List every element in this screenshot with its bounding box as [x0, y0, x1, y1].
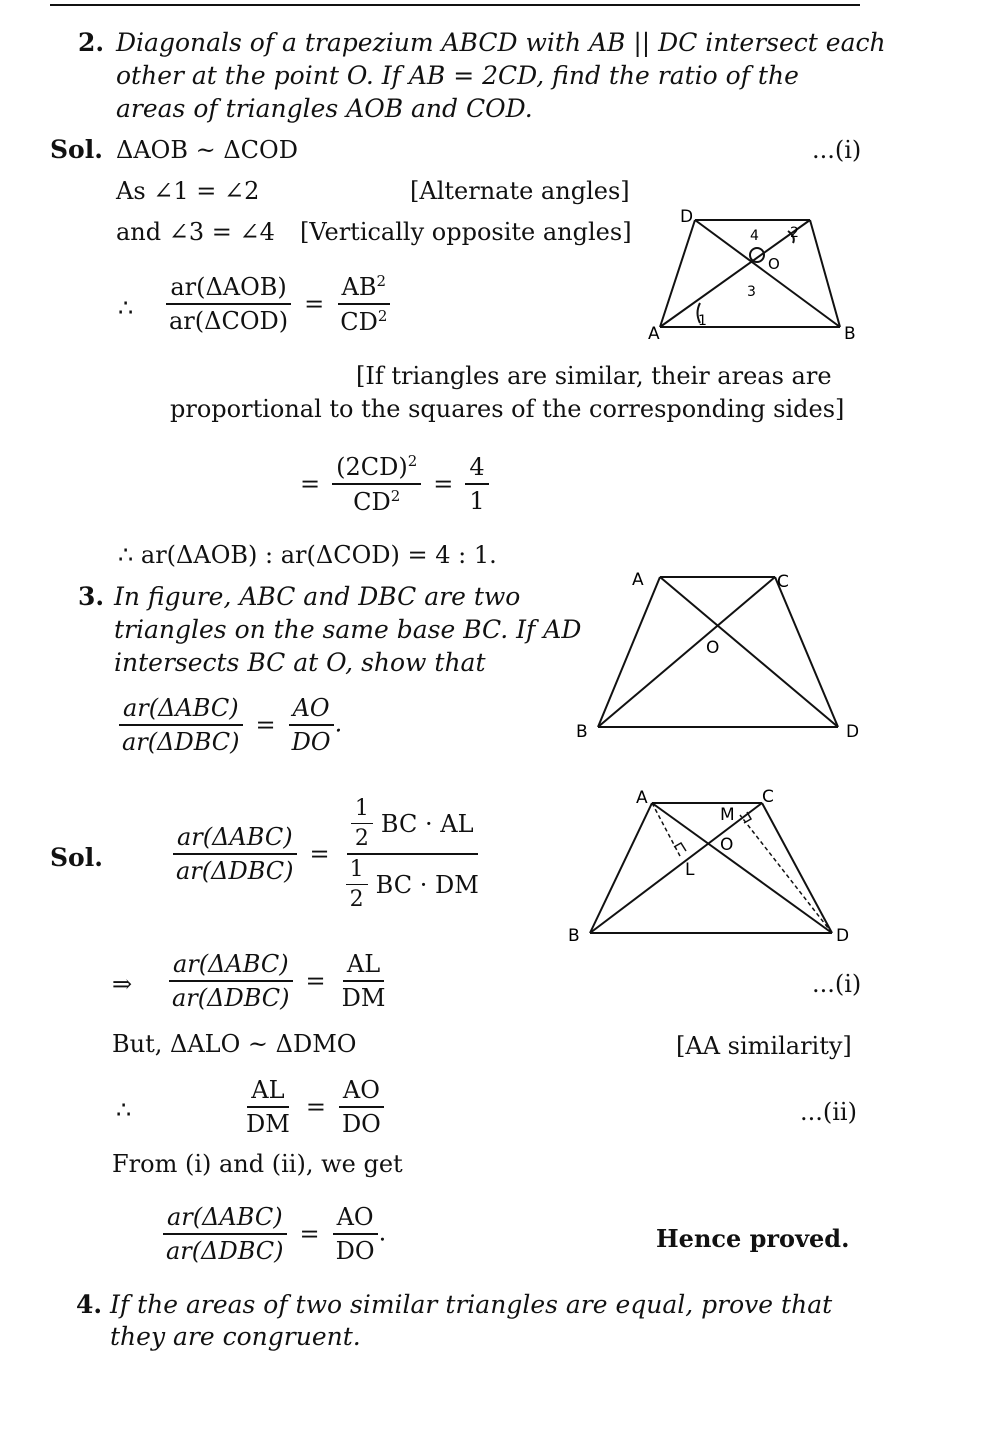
perpendicular-al	[652, 803, 681, 858]
perpendiculars-figure	[560, 785, 870, 950]
fraction-numerator: 4	[465, 453, 488, 485]
fraction-denominator: 2	[354, 826, 369, 851]
square-exponent: 2	[376, 272, 387, 290]
q3-number: 3.	[78, 582, 105, 611]
fraction-denominator: ar(ΔDBC)	[166, 1237, 284, 1265]
label-angle-4: 4	[750, 228, 759, 244]
half-fraction	[351, 796, 373, 851]
sol2-as-line: As ∠1 = ∠2	[116, 177, 260, 205]
label-o: O	[768, 255, 780, 273]
q4-number: 4.	[76, 1290, 103, 1319]
sol3-implies: ⇒	[112, 970, 133, 998]
sol3-al-dm-equation	[168, 950, 389, 1012]
label-b: B	[844, 324, 856, 344]
side-cb	[810, 220, 840, 327]
sol3-aa-reason: [AA similarity]	[676, 1032, 852, 1060]
label-d: D	[836, 926, 850, 946]
label-o: O	[706, 638, 720, 658]
sol2-tag-i: ...(i)	[812, 136, 862, 164]
period: .	[334, 709, 343, 738]
label-a: A	[636, 788, 648, 808]
fraction-denominator: CD	[353, 488, 391, 516]
compound-numerator	[347, 796, 478, 855]
label-b: B	[568, 926, 580, 946]
sol2-2cd-fraction	[332, 452, 421, 516]
sol2-similarity: ΔAOB ~ ΔCOD	[116, 136, 298, 164]
equals-sign: =	[433, 470, 454, 498]
q3-equation	[118, 694, 342, 756]
sol2-reason-line-2: proportional to the squares of the corresponding sides]	[170, 395, 845, 423]
bc-dm-product: BC · DM	[375, 870, 479, 899]
equals-sign: =	[300, 470, 321, 498]
sol2-substitution-equation	[300, 452, 489, 516]
diagonal-ac	[660, 220, 810, 327]
q2-line-1: Diagonals of a trapezium ABCD with AB || DC intersect each	[116, 28, 886, 57]
sol3-compound-fraction	[342, 796, 483, 912]
q3-line-3: intersects BC at O, show that	[114, 648, 486, 677]
segment-cd	[762, 803, 832, 933]
sol2-conclusion: ∴ ar(ΔAOB) : ar(ΔCOD) = 4 : 1.	[118, 541, 497, 569]
fraction-numerator: AO	[333, 1203, 378, 1235]
fraction-numerator: 1	[346, 857, 368, 885]
label-d: D	[846, 722, 860, 742]
bc-al-product: BC · AL	[380, 809, 474, 838]
square-exponent: 2	[377, 307, 388, 325]
label-c: C	[762, 787, 774, 807]
sol3-half-base-equation	[172, 796, 483, 912]
compound-denominator	[342, 855, 483, 912]
sol3-al-dm-fraction	[338, 950, 390, 1012]
fraction-numerator: 1	[351, 796, 373, 824]
sol3-area-fraction	[172, 823, 298, 885]
equals-sign: =	[299, 1220, 320, 1248]
label-b: B	[576, 722, 588, 742]
q3-ao-do-fraction	[288, 694, 335, 756]
fraction-numerator: ar(ΔABC)	[169, 950, 293, 982]
fraction-numerator: ar(ΔABC)	[119, 694, 243, 726]
sol2-therefore-1: ∴	[118, 294, 134, 322]
sol2-as-reason: [Alternate angles]	[410, 177, 630, 205]
q3-line-1: In figure, ABC and DBC are two	[114, 582, 521, 611]
equals-sign: =	[305, 967, 326, 995]
fraction-numerator: AB	[341, 273, 377, 301]
fraction-denominator: DO	[335, 1237, 375, 1265]
q3-area-fraction	[118, 694, 244, 756]
q4-line-1: If the areas of two similar triangles are equal, prove that	[110, 1290, 833, 1319]
sol3-area-fraction-2	[168, 950, 294, 1012]
fraction-denominator: DO	[291, 728, 331, 756]
sol3-final-equation	[162, 1203, 386, 1265]
sol3-label: Sol.	[50, 843, 103, 872]
segment-ab	[598, 577, 660, 727]
fraction-numerator: AL	[343, 950, 384, 982]
label-o: O	[720, 835, 734, 855]
fraction-denominator: ar(ΔCOD)	[169, 307, 289, 335]
q4-line-2: they are congruent.	[110, 1322, 361, 1351]
side-da	[660, 220, 695, 327]
fraction-denominator: CD	[340, 308, 378, 336]
label-a: A	[632, 570, 644, 590]
fraction-numerator: ar(ΔABC)	[163, 1203, 287, 1235]
fraction-numerator: ar(ΔAOB)	[166, 273, 290, 305]
sol3-but-line: But, ΔALO ~ ΔDMO	[112, 1030, 357, 1058]
period: .	[378, 1218, 387, 1247]
label-angle-3: 3	[747, 284, 756, 300]
sol3-hence-proved: Hence proved.	[656, 1224, 850, 1253]
sol3-tag-i: ...(i)	[812, 970, 862, 998]
sol2-4-over-1-fraction	[465, 453, 488, 515]
sol3-ao-do-fraction-2	[332, 1203, 379, 1265]
fraction-denominator: 2	[349, 887, 364, 912]
square-exponent: 2	[390, 487, 401, 505]
segment-bc	[590, 803, 762, 933]
sol3-al-dm-fraction-2	[242, 1076, 294, 1138]
fraction-denominator: DO	[341, 1110, 381, 1138]
equals-sign: =	[255, 711, 276, 739]
q3-line-2: triangles on the same base BC. If AD	[114, 615, 582, 644]
fraction-denominator: ar(ΔDBC)	[122, 728, 240, 756]
label-d: D	[680, 207, 694, 227]
fraction-denominator: 1	[469, 487, 485, 515]
sol3-therefore: ∴	[116, 1096, 132, 1124]
sol2-ratio-equation	[165, 272, 391, 336]
sol3-tag-ii: ...(ii)	[800, 1098, 857, 1126]
q2-number: 2.	[78, 28, 105, 57]
fraction-numerator: ar(ΔABC)	[173, 823, 297, 855]
label-a: A	[648, 324, 660, 344]
half-fraction	[346, 857, 368, 912]
label-angle-1: 1	[698, 313, 707, 329]
segment-ab	[590, 803, 652, 933]
diagonal-db	[695, 220, 840, 327]
label-m: M	[720, 805, 735, 825]
sol2-and-line: and ∠3 = ∠4	[116, 218, 275, 246]
segment-cd	[775, 577, 838, 727]
sol3-al-ao-equation	[242, 1076, 385, 1138]
fraction-denominator: DM	[246, 1110, 290, 1138]
sol2-sides-fraction	[336, 272, 391, 336]
label-c: C	[777, 572, 789, 592]
label-angle-2: 2	[790, 225, 799, 241]
fraction-numerator: AO	[339, 1076, 384, 1108]
fraction-denominator: ar(ΔDBC)	[176, 857, 294, 885]
q2-line-3: areas of triangles AOB and COD.	[116, 94, 533, 123]
perpendicular-dm	[740, 815, 832, 933]
sol2-and-reason: [Vertically opposite angles]	[300, 218, 632, 246]
equals-sign: =	[305, 1093, 326, 1121]
equals-sign: =	[309, 840, 330, 868]
label-l: L	[685, 860, 695, 880]
sol3-ao-do-fraction	[338, 1076, 385, 1138]
fraction-denominator: DM	[341, 984, 386, 1012]
sol2-area-fraction	[165, 273, 292, 335]
top-rule	[50, 4, 860, 6]
sol2-label: Sol.	[50, 135, 103, 164]
trapezium-figure	[640, 205, 870, 350]
triangles-on-base-figure	[570, 565, 870, 745]
fraction-numerator: AL	[247, 1076, 288, 1108]
sol3-from-line: From (i) and (ii), we get	[112, 1150, 403, 1178]
sol3-area-fraction-3	[162, 1203, 288, 1265]
fraction-denominator: ar(ΔDBC)	[172, 984, 290, 1012]
square-exponent: 2	[407, 452, 418, 470]
q2-line-2: other at the point O. If AB = 2CD, find the ratio of the	[116, 61, 799, 90]
sol2-reason-line-1: [If triangles are similar, their areas are	[356, 362, 832, 390]
equals-sign: =	[304, 290, 325, 318]
fraction-numerator: AO	[289, 694, 334, 726]
fraction-numerator: (2CD)	[336, 453, 408, 481]
segment-ad	[652, 803, 832, 933]
